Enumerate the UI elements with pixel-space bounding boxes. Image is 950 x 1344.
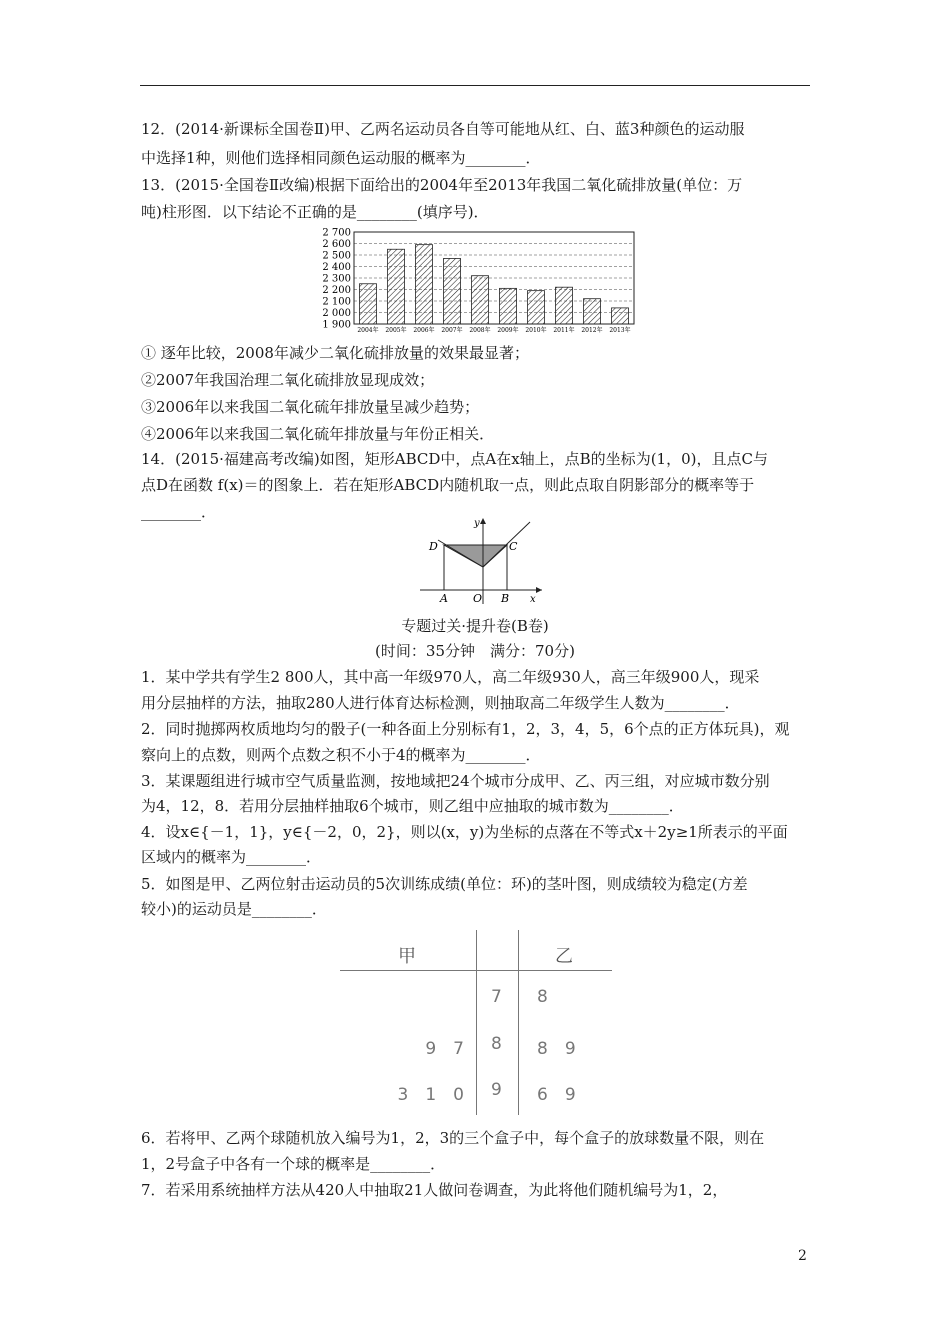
q14-figure [420,514,545,606]
row2-stem: 8 [491,1034,502,1054]
p6-line2: 1，2号盒子中各有一个球的概率是________． [141,1155,446,1173]
p6-line1: 6．若将甲、乙两个球随机放入编号为1，2，3的三个盒子中，每个盒子的放球数量不限，则在 [141,1129,765,1147]
y-tick-label: 2 500 [322,250,351,262]
p5-line1: 5．如图是甲、乙两位射击运动员的5次训练成绩(单位：环)的茎叶图，则成绩较为稳定(方差 [141,875,748,893]
y-tick-label: 2 000 [322,308,351,319]
choice-2: ②2007年我国治理二氧化硫排放显现成效； [141,371,435,389]
bar-2010年 [528,291,545,324]
p5-line2: 较小)的运动员是________． [141,900,327,918]
section-time: (时间：35分钟 满分：70分) [375,642,575,660]
x-tick-label: 2004年 [357,327,379,334]
row2-right-leaves: 8 9 [537,1039,576,1059]
q13-line2: 吨)柱形图．以下结论不正确的是________(填序号)． [141,203,489,221]
x-tick-label: 2011年 [553,327,575,334]
label-d: D [429,540,438,553]
stem-head-right: 乙 [555,946,573,967]
y-tick-label: 2 200 [322,285,351,296]
p3-line1: 3．某课题组进行城市空气质量监测，按地域把24个城市分成甲、乙、丙三组，对应城市数分别 [141,772,770,790]
y-tick-label: 2 100 [322,296,351,308]
bar-2009年 [500,288,517,324]
choice-4: ④2006年以来我国二氧化硫年排放量与年份正相关． [141,425,495,443]
q14-line3: ________． [141,503,217,521]
y-tick-label: 2 600 [322,239,351,250]
p1-line2: 用分层抽样的方法，抽取280人进行体育达标检测，则抽取高二年级学生人数为________． [141,694,740,712]
bar-2008年 [472,276,489,324]
x-tick-label: 2012年 [581,327,603,334]
page-number: 2 [798,1248,807,1264]
p2-line2: 察向上的点数，则两个点数之积不小于4的概率为________． [141,746,541,764]
q13-line1: 13．(2015·全国卷Ⅱ改编)根据下面给出的2004年至2013年我国二氧化硫排放量(单位：万 [141,176,743,194]
x-tick-label: 2009年 [497,327,519,334]
stem-divider-right [518,930,519,1115]
x-tick-label: 2007年 [441,327,463,334]
bar-2007年 [444,258,461,324]
bar-2011年 [556,287,573,324]
label-x: x [530,594,536,605]
bar-2004年 [360,284,377,324]
bar-2012年 [584,299,601,324]
y-tick-label: 2 700 [322,227,351,239]
stem-leaf-plot [340,930,612,1115]
label-b: B [501,592,510,605]
y-tick-label: 1 900 [322,319,351,331]
stem-divider-left [476,930,477,1115]
p7-line1: 7．若采用系统抽样方法从420人中抽取21人做问卷调查，为此将他们随机编号为1，2， [141,1181,728,1199]
label-c: C [509,540,518,553]
bar-2005年 [388,249,405,324]
x-tick-label: 2013年 [609,327,631,334]
q12-line2: 中选择1种，则他们选择相同颜色运动服的概率为________． [141,149,541,167]
p1-line1: 1．某中学共有学生2 800人，其中高一年级970人，高二年级930人，高三年级900人，现采 [141,668,760,686]
x-arrow [536,587,542,593]
q12-line1: 12．(2014·新课标全国卷Ⅱ)甲、乙两名运动员各自等可能地从红、白、蓝3种颜色的运动服 [141,120,745,138]
q14-line1: 14．(2015·福建高考改编)如图，矩形ABCD中，点A在x轴上，点B的坐标为(1，0)，且点C与 [141,450,768,468]
label-y: y [474,518,480,529]
bar-2006年 [416,245,433,324]
so2-bar-chart [318,226,640,336]
row1-stem: 7 [491,987,502,1007]
p2-line1: 2．同时抛掷两枚质地均匀的骰子(一种各面上分别标有1，2，3，4，5，6个点的正方体玩具)，观 [141,720,790,738]
label-a: A [440,592,448,605]
x-tick-label: 2005年 [385,327,407,334]
row3-left-leaves: 3 1 0 [397,1085,464,1105]
y-arrow [480,518,486,524]
row2-left-leaves: 9 7 [425,1039,464,1059]
p3-line2: 为4，12，8．若用分层抽样抽取6个城市，则乙组中应抽取的城市数为________． [141,797,684,815]
x-tick-label: 2010年 [525,327,547,334]
row1-right-leaves: 8 [537,987,548,1007]
y-tick-label: 2 400 [322,262,351,273]
label-o: O [473,592,483,605]
stem-head-left: 甲 [398,946,416,967]
y-tick-label: 2 300 [322,273,351,285]
q14-line2: 点D在函数 f(x)＝的图象上．若在矩形ABCD内随机取一点，则此点取自阴影部分的概率等于 [141,476,755,494]
section-title: 专题过关·提升卷(B卷) [401,617,549,635]
shaded-triangle [444,545,507,567]
p4-line2: 区域内的概率为________． [141,848,322,866]
choice-1: ① 逐年比较，2008年减少二氧化硫排放量的效果最显著； [141,344,529,362]
choice-3: ③2006年以来我国二氧化硫年排放量呈减少趋势； [141,398,480,416]
row3-right-leaves: 6 9 [537,1085,576,1105]
bar-2013年 [612,308,629,324]
header-rule [140,85,810,86]
x-tick-label: 2006年 [413,327,435,334]
x-tick-label: 2008年 [469,327,491,334]
row3-stem: 9 [491,1080,502,1100]
p4-line1: 4．设x∈{－1，1}，y∈{－2，0，2}，则以(x，y)为坐标的点落在不等式x＋2y≥1所表示的平面 [141,823,788,841]
